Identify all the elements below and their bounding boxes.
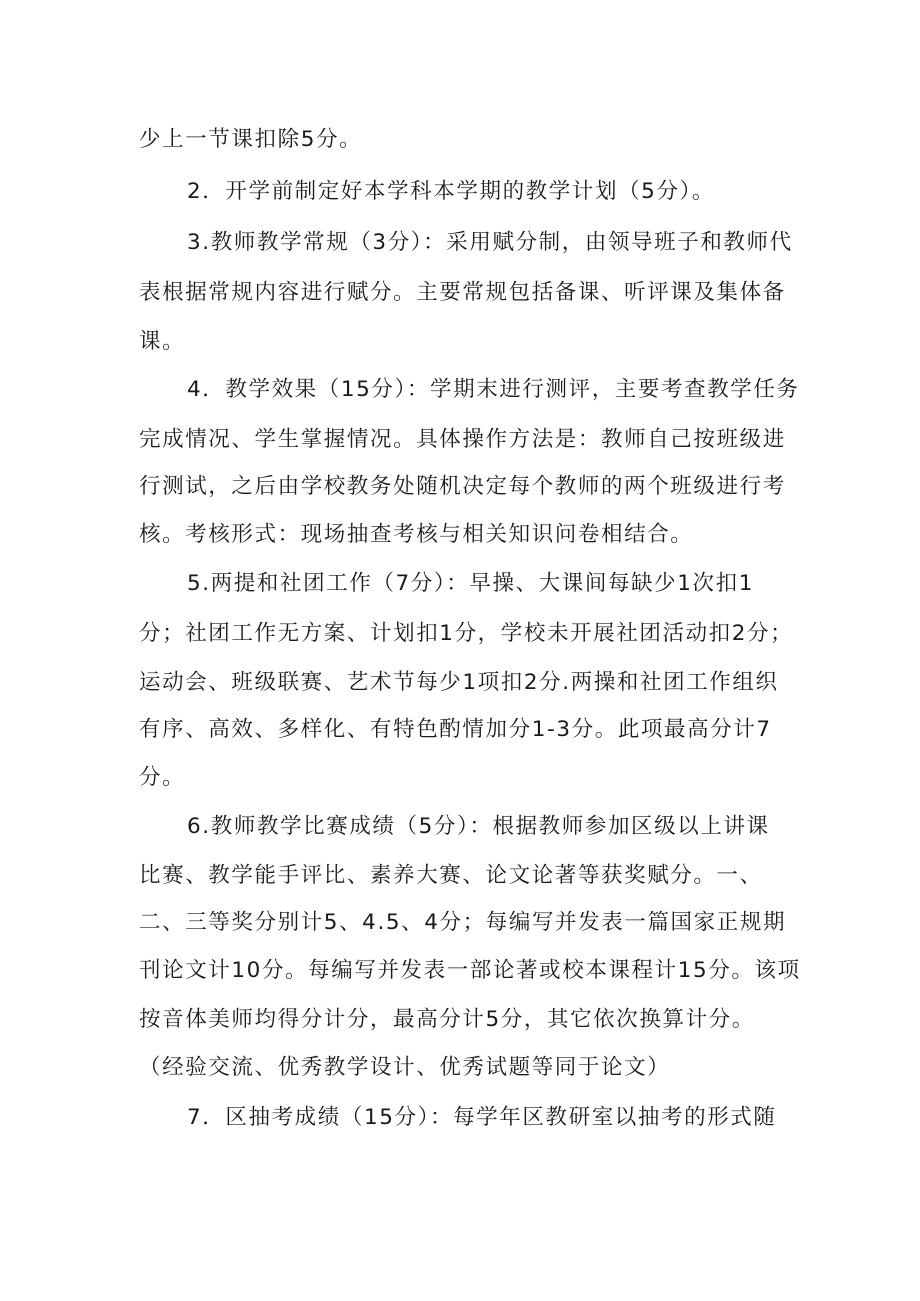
item-6-line-4: 刊论文计10分。每编写并发表一部论著或校本课程计15分。该项 (139, 958, 801, 983)
item-3-line-3: 课。 (139, 329, 186, 354)
item-6-line-6: （经验交流、优秀教学设计、优秀试题等同于论文） (139, 1055, 671, 1080)
item-4-line-2: 完成情况、学生掌握情况。具体操作方法是：教师自己按班级进 (139, 427, 786, 452)
item-6-line-2: 比赛、教学能手评比、素养大赛、论文论著等获奖赋分。一、 (139, 863, 763, 888)
item-7-line-1: 7．区抽考成绩（15分）：每学年区教研室以抽考的形式随 (187, 1105, 777, 1130)
item-5-line-5: 分。 (139, 765, 186, 790)
item-5-line-2: 分；社团工作无方案、计划扣1分，学校未开展社团活动扣2分； (139, 621, 794, 646)
item-4-line-3: 行测试，之后由学校教务处随机决定每个教师的两个班级进行考 (139, 474, 786, 499)
item-5-line-1: 5.两提和社团工作（7分）：早操、大课间每缺少1次扣1 (187, 571, 755, 596)
item-5-line-4: 有序、高效、多样化、有特色酌情加分1-3分。此项最高分计7 (139, 717, 772, 742)
item-4-line-4: 核。考核形式：现场抽查考核与相关知识问卷相结合。 (139, 522, 694, 547)
item-4-line-1: 4．教学效果（15分）：学期末进行测评，主要考查教学任务 (187, 377, 800, 402)
item-6-line-1: 6.教师教学比赛成绩（5分）：根据教师参加区级以上讲课 (187, 814, 770, 839)
item-6-line-3: 二、三等奖分别计5、4.5、4分；每编写并发表一篇国家正规期 (139, 910, 787, 935)
item-3-line-1: 3.教师教学常规（3分）：采用赋分制，由领导班子和教师代 (187, 230, 793, 255)
item-3-line-2: 表根据常规内容进行赋分。主要常规包括备课、听评课及集体备 (139, 280, 786, 305)
item-2-line-1: 2．开学前制定好本学科本学期的教学计划（5分）。 (187, 179, 716, 204)
item-6-line-5: 按音体美师均得分计分，最高分计5分，其它依次换算计分。 (139, 1007, 755, 1032)
item-5-line-3: 运动会、班级联赛、艺术节每少1项扣2分.两操和社团工作组织 (139, 670, 779, 695)
text-line-1: 少上一节课扣除5分。 (139, 127, 363, 152)
